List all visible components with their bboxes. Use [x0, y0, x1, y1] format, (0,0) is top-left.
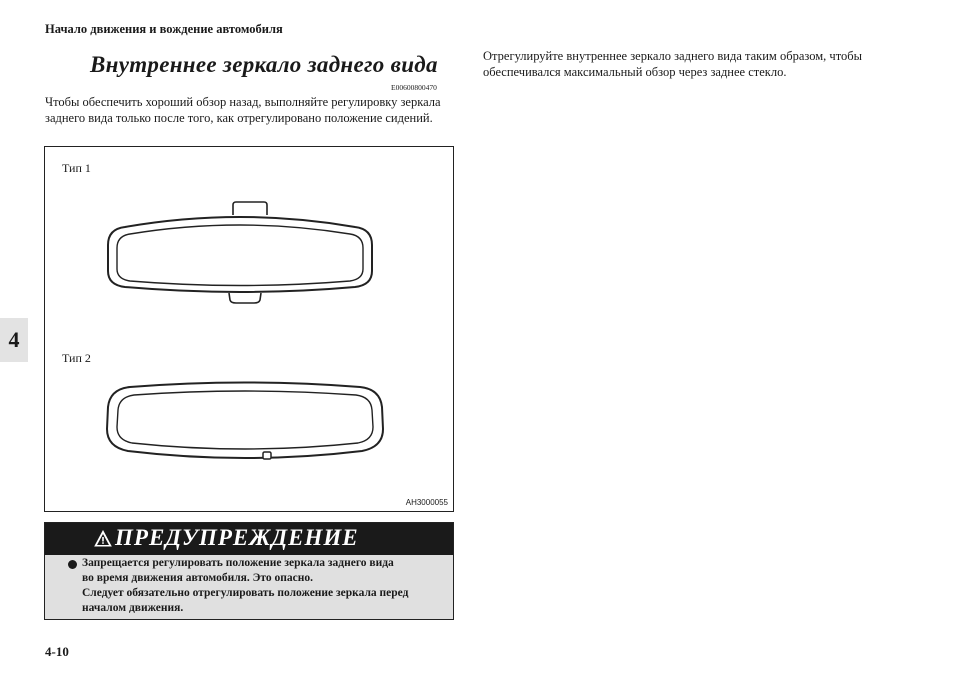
page-number: 4-10	[45, 644, 69, 659]
warning-triangle-icon	[94, 530, 112, 547]
mirror-figure	[44, 146, 454, 512]
warning-box	[44, 522, 454, 620]
type2-label: Тип 2	[62, 351, 91, 365]
warning-body	[45, 555, 453, 619]
figure-code: AH3000055	[405, 498, 448, 507]
section-title: Внутреннее зеркало заднего вида	[90, 52, 438, 77]
mirror-type1-illustration	[100, 197, 380, 307]
warning-header	[45, 523, 453, 555]
section-tab: 4	[0, 318, 28, 362]
section-code: E00600800470	[391, 83, 437, 92]
mirror-type2-illustration	[100, 379, 390, 469]
bullet-icon	[68, 560, 77, 569]
warning-title: ПРЕДУПРЕЖДЕНИЕ	[115, 525, 359, 550]
warning-line: началом движения.	[82, 602, 184, 614]
warning-line: Следует обязательно отрегулировать положение зеркала перед	[82, 587, 409, 599]
warning-text	[82, 556, 442, 616]
chapter-header: Начало движения и вождение автомобиля	[45, 22, 283, 36]
type1-label: Тип 1	[62, 161, 91, 175]
warning-line: Запрещается регулировать положение зеркала заднего вида	[82, 557, 394, 569]
intro-paragraph: Чтобы обеспечить хороший обзор назад, выполняйте регулировку зеркала заднего вида только после того, как отрегулировано положение сидений.	[45, 95, 441, 125]
warning-line: во время движения автомобиля. Это опасно.	[82, 572, 314, 584]
right-column-paragraph: Отрегулируйте внутреннее зеркало заднего вида таким образом, чтобы обеспечивался максимальный обзор через заднее стекло.	[483, 49, 862, 79]
